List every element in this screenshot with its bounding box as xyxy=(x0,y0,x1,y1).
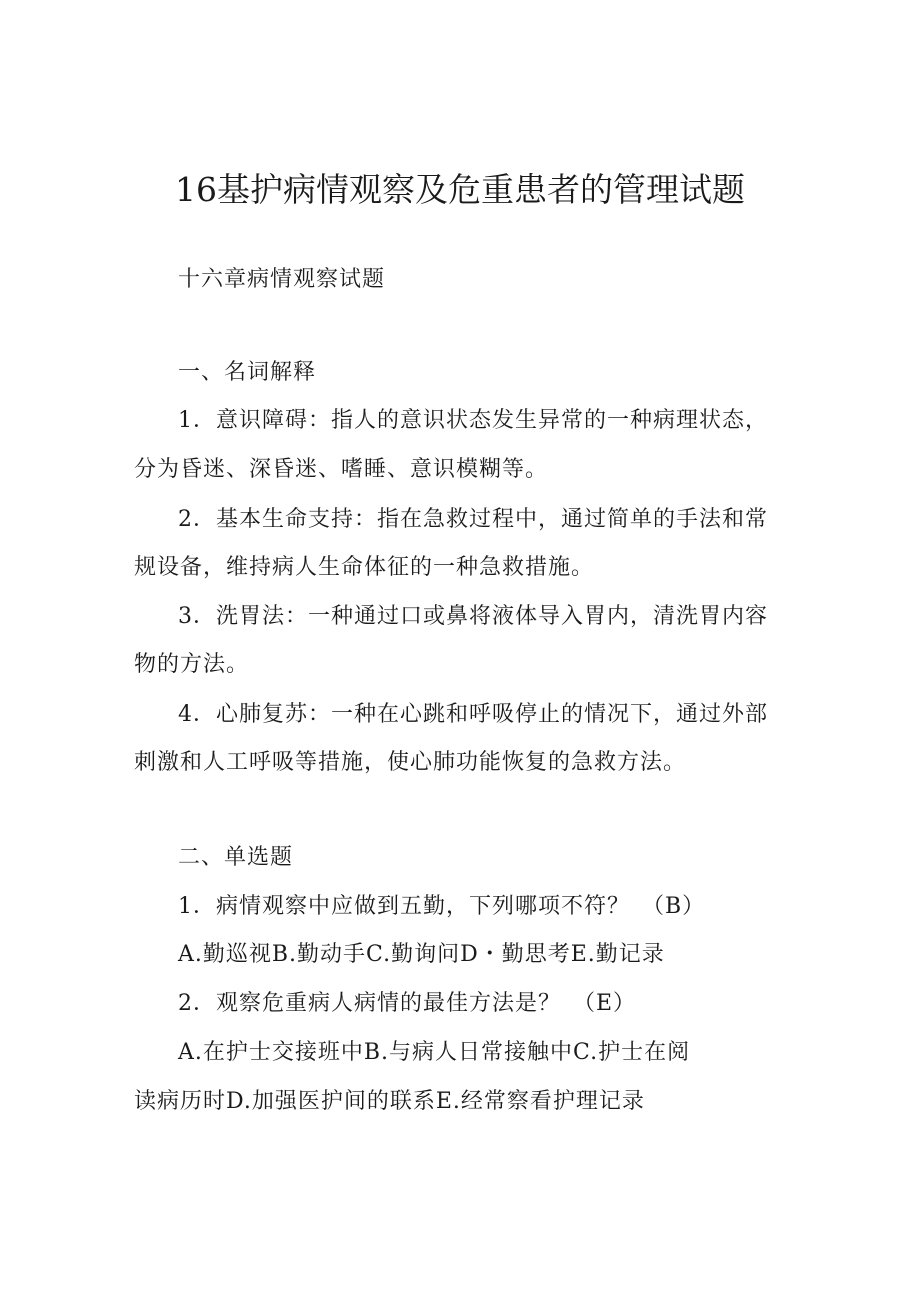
definition-item-4-line-2: 刺激和人工呼吸等措施，使心肺功能恢复的急救方法。 xyxy=(134,750,687,775)
definition-item-1-line-1: 1．意识障碍：指人的意识状态发生异常的一种病理状态， xyxy=(178,408,768,433)
question-1-stem: 1．病情观察中应做到五勤，下列哪项不符？ （B） xyxy=(178,894,706,919)
document-title: 16基护病情观察及危重患者的管理试题 xyxy=(175,170,745,209)
definition-item-2-line-2: 规设备，维持病人生命体征的一种急救措施。 xyxy=(134,555,595,580)
definition-item-1-line-2: 分为昏迷、深昏迷、嗜睡、意识模糊等。 xyxy=(134,457,549,482)
question-2-options-line-1: A.在护士交接班中B.与病人日常接触中C.护士在阅 xyxy=(178,1040,691,1065)
question-2-options-line-2: 读病历时D.加强医护间的联系E.经常察看护理记录 xyxy=(134,1089,645,1114)
chapter-heading: 十六章病情观察试题 xyxy=(178,267,386,292)
definition-item-3-line-1: 3．洗胃法：一种通过口或鼻将液体导入胃内，清洗胃内容 xyxy=(178,604,768,629)
definition-item-3-line-2: 物的方法。 xyxy=(134,652,250,677)
question-2-stem: 2．观察危重病人病情的最佳方法是？ （E） xyxy=(178,991,637,1016)
definition-item-2-line-1: 2．基本生命支持：指在急救过程中，通过简单的手法和常 xyxy=(178,507,768,532)
question-1-options: A.勤巡视B.勤动手C.勤询问D・勤思考E.勤记录 xyxy=(178,942,665,967)
section-heading-definitions: 一、名词解释 xyxy=(178,360,317,385)
section-heading-single-choice: 二、单选题 xyxy=(178,845,294,870)
definition-item-4-line-1: 4．心肺复苏：一种在心跳和呼吸停止的情况下，通过外部 xyxy=(178,702,768,727)
